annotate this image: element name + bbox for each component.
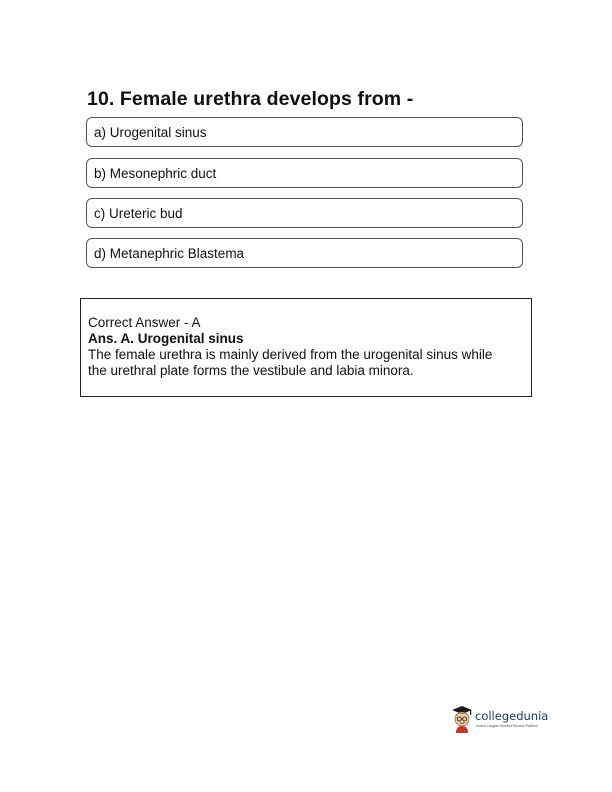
logo-tagline: India's Largest Student Review Platform <box>476 724 539 728</box>
collegedunia-logo <box>450 702 550 736</box>
answer-box <box>80 298 532 397</box>
option-b-label: b) Mesonephric duct <box>94 166 217 181</box>
option-c[interactable] <box>86 198 523 228</box>
option-c-label: c) Ureteric bud <box>94 206 183 221</box>
option-b[interactable] <box>86 158 523 188</box>
student-mascot-icon <box>450 704 474 734</box>
option-a-label: a) Urogenital sinus <box>94 125 207 140</box>
explanation-line-1: The female urethra is mainly derived from the urogenital sinus while <box>88 347 493 362</box>
option-d[interactable] <box>86 238 523 268</box>
question-title: 10. Female urethra develops from - <box>87 88 414 110</box>
answer-heading: Ans. A. Urogenital sinus <box>88 331 244 346</box>
correct-answer-text: Correct Answer - A <box>88 315 201 330</box>
explanation-line-2: the urethral plate forms the vestibule and labia minora. <box>88 363 414 378</box>
logo-wordmark: collegedunia <box>475 709 549 723</box>
option-a[interactable] <box>86 117 523 147</box>
option-d-label: d) Metanephric Blastema <box>94 246 245 261</box>
